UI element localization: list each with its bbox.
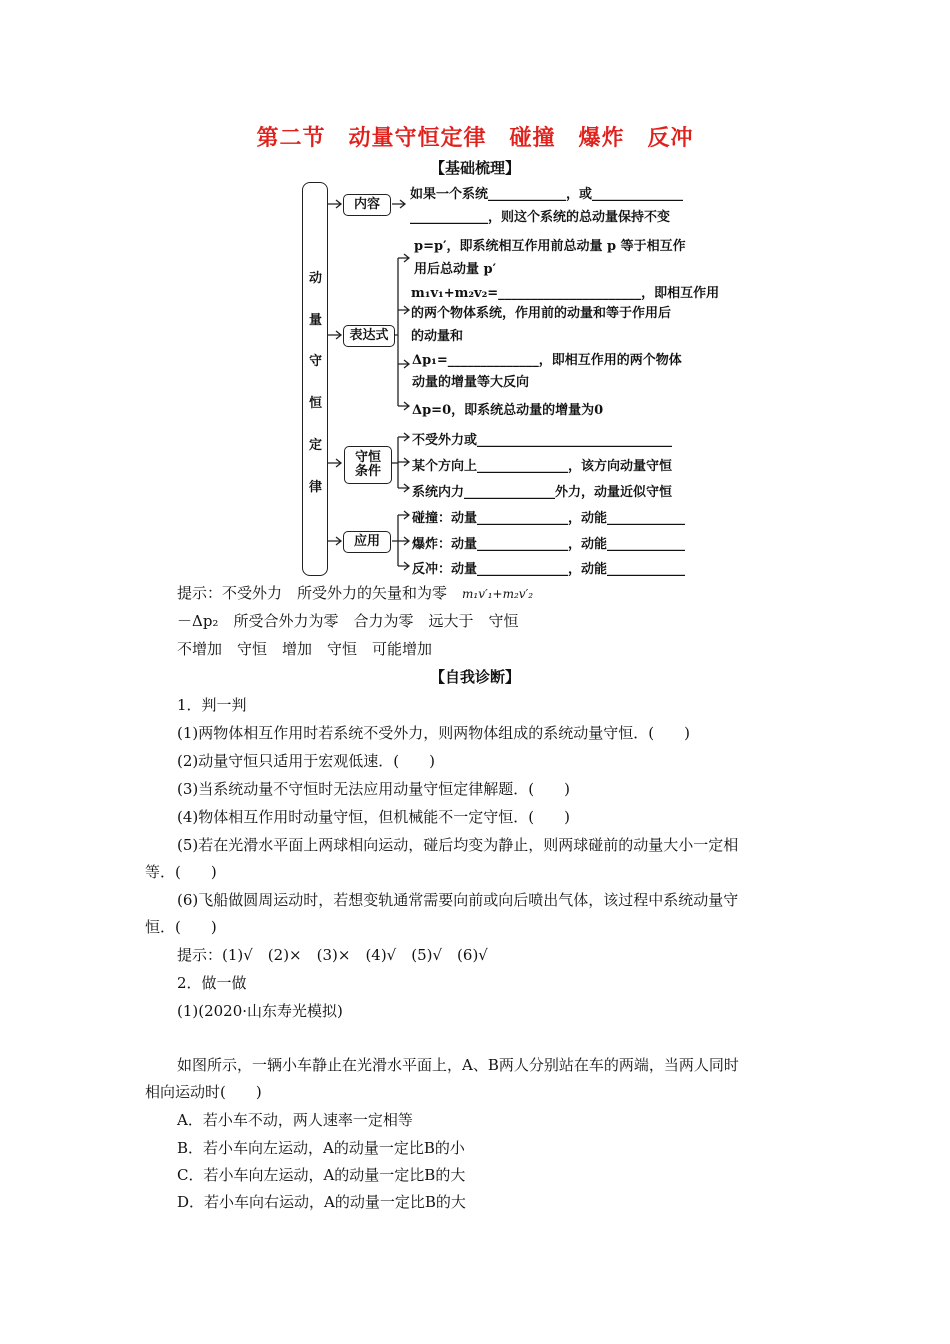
vertical-char: 量 [308,313,322,328]
content-line: ____________，则这个系统的总动量保持不变 [410,210,671,225]
expression-line: 用后总动量 p′ [414,262,497,277]
expression-line: m₁v₁+m₂v₂=______________________，即相互作用 [411,286,720,301]
hint-formula: m₁v′₁+m₂v′₂ [462,587,534,601]
condition-line: 系统内力______________外力，动量近似守恒 [412,485,673,500]
vertical-char: 恒 [308,396,322,411]
vertical-char: 律 [308,480,322,495]
vertical-char: 定 [308,438,322,453]
self-diagnosis-header: 【自我诊断】 [429,668,520,686]
arrow-expression [327,331,341,339]
arrow-condition [327,459,341,467]
judge-item: 等．( ) [145,863,217,881]
hint-line: 不增加 守恒 增加 守恒 可能增加 [177,640,433,658]
expression-line: 的动量和 [411,329,464,344]
option-a: A．若小车不动，两人速率一定相等 [177,1111,413,1129]
judge-item: 恒．( ) [145,918,217,936]
expression-line: 动量的增量等大反向 [412,375,530,390]
content-line: 如果一个系统____________，或______________ [410,187,684,202]
judge-item: (1)两物体相互作用时若系统不受外力，则两物体组成的系统动量守恒．( ) [177,724,690,742]
expression-line: p=p′，即系统相互作用前总动量 p 等于相互作 [414,239,686,254]
vertical-topic-bar [302,182,328,576]
option-b: B．若小车向左运动，A的动量一定比B的小 [177,1139,465,1157]
condition-line: 某个方向上______________，该方向动量守恒 [412,459,673,474]
arrow-content [327,200,341,208]
arrow-application [327,537,341,545]
box-application: 应用 [343,531,391,553]
hint-text: 提示：不受外力 所受外力的矢量和为零 [177,584,463,602]
judge-item: (5)若在光滑水平面上两球相向运动，碰后均变为静止，则两球碰前的动量大小一定相 [177,836,739,854]
page-title: 第二节 动量守恒定律 碰撞 爆炸 反冲 [256,126,694,151]
condition-line: 不受外力或______________________________ [412,433,673,448]
vertical-char: 动 [308,271,322,286]
practice-heading: 2．做一做 [177,974,247,992]
practice-stem: 如图所示，一辆小车静止在光滑水平面上，A、B两人分别站在车的两端，当两人同时 [177,1056,739,1074]
application-line: 反冲：动量______________，动能____________ [412,562,686,577]
expression-line: Δp=0，即系统总动量的增量为0 [412,403,604,418]
judge-heading: 1．判一判 [177,696,247,714]
expression-line: Δp₁=______________，即相互作用的两个物体 [412,353,682,368]
application-line: 爆炸：动量______________，动能____________ [412,537,686,552]
box-expression: 表达式 [343,325,395,347]
judge-item: (2)动量守恒只适用于宏观低速．( ) [177,752,435,770]
practice-stem: 相向运动时( ) [145,1083,262,1101]
option-c: C．若小车向左运动，A的动量一定比B的大 [177,1166,466,1184]
hint-line: －Δp₂ 所受合外力为零 合力为零 远大于 守恒 [177,612,519,630]
judge-item: (3)当系统动量不守恒时无法应用动量守恒定律解题．( ) [177,780,570,798]
expression-line: 的两个物体系统，作用前的动量和等于作用后 [411,306,672,321]
vertical-char: 守 [308,354,322,369]
box-condition [344,446,392,484]
judge-hint: 提示：(1)√ (2)× (3)× (4)√ (5)√ (6)√ [177,946,488,964]
hint-line [177,582,533,603]
basics-header: 【基础梳理】 [429,159,520,177]
application-line: 碰撞：动量______________，动能____________ [412,511,686,526]
judge-item: (4)物体相互作用时动量守恒，但机械能不一定守恒．( ) [177,808,570,826]
box-condition-line1: 守恒 [354,449,381,465]
box-condition-line2: 条件 [354,464,381,479]
practice-source: (1)(2020·山东寿光模拟) [177,1002,343,1020]
option-d: D．若小车向右运动，A的动量一定比B的大 [177,1193,466,1211]
box-content: 内容 [343,194,391,216]
judge-item: (6)飞船做圆周运动时，若想变轨通常需要向前或向后喷出气体，该过程中系统动量守 [177,891,739,909]
